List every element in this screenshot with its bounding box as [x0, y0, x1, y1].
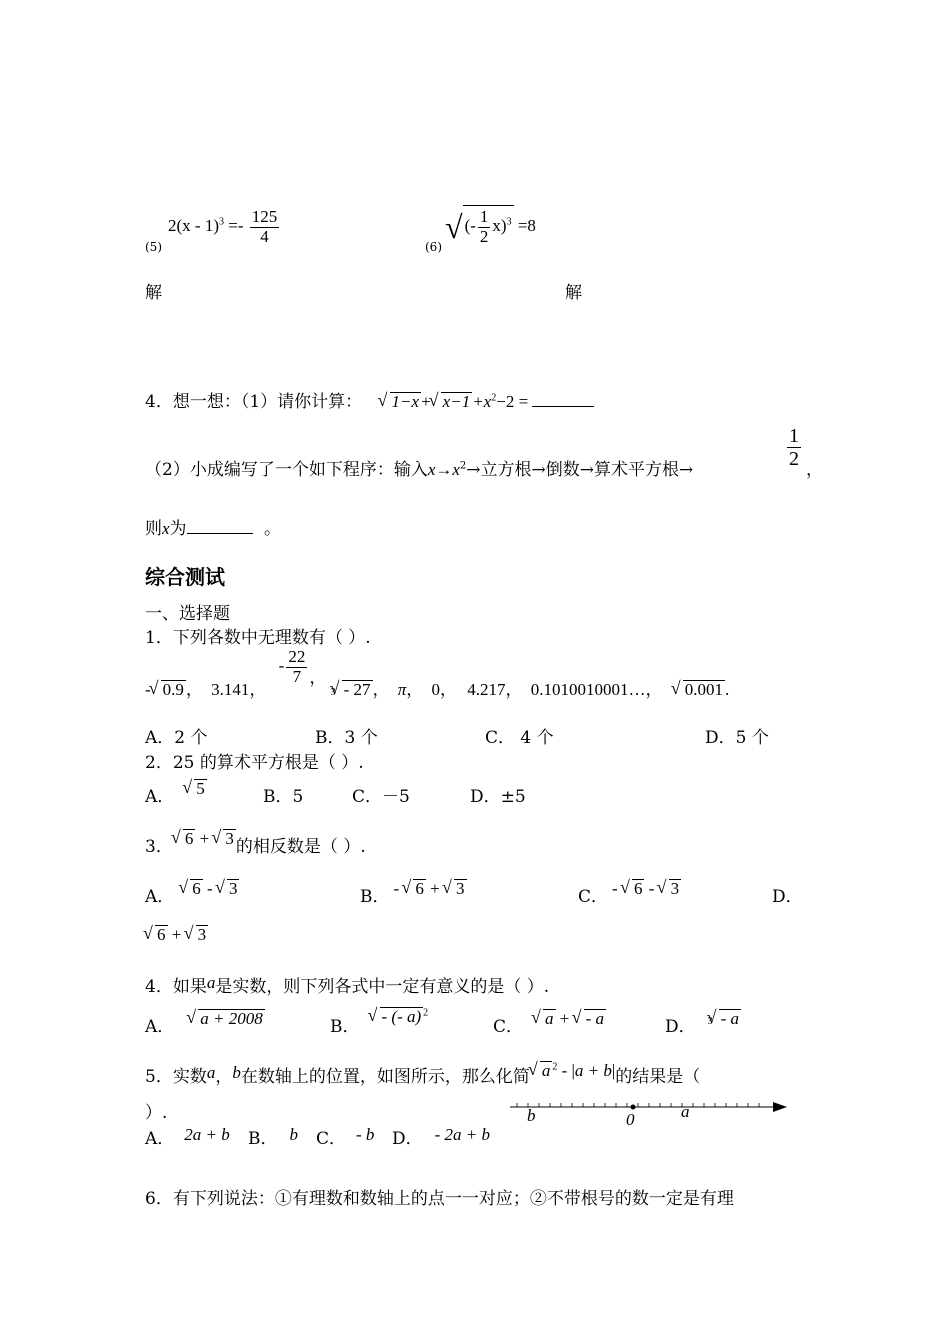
q4b-opt-d-label: D． — [665, 1017, 696, 1037]
eq6-post: x) — [492, 216, 507, 236]
q1-n2: 3.141， — [211, 680, 267, 700]
q4b-opt-b[interactable]: B．√ - (- a) $^2$ — [330, 1012, 428, 1037]
q4b-stem-tail: 是实数，则下列各式中一定有意义的是（ ）. — [215, 977, 550, 997]
q5-line2: ）. — [145, 1103, 168, 1123]
q3-stem: 3．√ 6 + √ 3 的相反数是（ ）. — [145, 832, 366, 857]
q4-line3-mid: 为 — [169, 519, 187, 539]
q3-opt-d-expr: √ 6 + √ 3 — [145, 925, 208, 945]
q4b-opt-a[interactable] — [145, 1009, 265, 1037]
number-line-arrow-icon — [773, 1102, 787, 1112]
q1-opt-a[interactable]: A．2 个 — [145, 728, 208, 748]
q4-line2-text: （2）小成编写了一个如下程序：输入 — [145, 460, 428, 480]
q4-rad-a: 1−x — [391, 392, 420, 411]
q3-stem-tail: 的相反数是（ ）. — [235, 837, 366, 857]
q5-opt-a-label: A． — [145, 1129, 175, 1149]
q4b-opt-c-label: C． — [493, 1017, 524, 1037]
eq6-rhs: =8 — [517, 216, 536, 236]
q4-line2-flow: →立方根→倒数→算术平方根→ — [466, 460, 694, 480]
q4-result-fraction — [785, 425, 803, 470]
number-line-ticks — [517, 1103, 759, 1107]
q4b-opt-b-label: B． — [330, 1017, 360, 1037]
q4-result-num: 1 — [789, 425, 799, 447]
q4-line1 — [145, 387, 594, 412]
q2-opt-a[interactable] — [145, 779, 207, 807]
eq5-lhs: 2(x - 1) — [168, 216, 219, 236]
q1-n3-den: 7 — [292, 666, 302, 686]
eq6-exp: 3 — [506, 216, 512, 228]
q4-tail: +x — [472, 392, 492, 411]
q1-n1-rad: 0.9 — [162, 680, 184, 700]
q1-n5: π — [397, 680, 407, 700]
q4-line3-end: 。 — [263, 519, 281, 539]
eq5-label: (5) — [145, 240, 162, 254]
q5-opt-c[interactable] — [316, 1124, 374, 1149]
jie-right: 解 — [565, 283, 582, 303]
q5-opt-c-label: C． — [316, 1129, 347, 1149]
q5-stem-mid: 在数轴上的位置，如图所示，那么化简 — [240, 1067, 530, 1087]
q3-opt-a[interactable]: A．√ 6 - √ 3 — [145, 882, 239, 907]
q4-line2-x: x — [427, 460, 436, 479]
q1-opt-c[interactable]: C． 4 个 — [485, 728, 554, 748]
q4b-opt-a-rad: a + 2008 — [200, 1009, 263, 1028]
q6-stem: 6．有下列说法：①有理数和数轴上的点一一对应；②不带根号的数一定是有理 — [145, 1189, 734, 1209]
q4-line3-blank[interactable] — [187, 516, 253, 534]
q1-opt-d[interactable]: D．5 个 — [705, 728, 769, 748]
eq5-exp: 3 — [218, 216, 224, 228]
eq5-num: 125 — [251, 207, 278, 226]
q5-stem-pre: 5．实数 — [145, 1067, 207, 1087]
q4-sqrt-b — [431, 392, 473, 412]
jie-left: 解 — [145, 283, 162, 303]
eq6-num: 1 — [479, 207, 489, 226]
q1-n3-num: 22 — [288, 647, 306, 666]
q1-opt-b[interactable]: B．3 个 — [315, 728, 378, 748]
q5-opt-b-expr: b — [289, 1125, 298, 1144]
q5-opt-b[interactable] — [248, 1124, 298, 1149]
q5-stem: 5．实数a，b在数轴上的位置，如图所示，那么化简√ a $^2$ - |a + b|的结果是（ — [145, 1062, 700, 1087]
q5-opt-d-label: D． — [392, 1129, 423, 1149]
q4b-opt-b-rad: - (- a) — [381, 1007, 422, 1026]
q4-answer-blank[interactable] — [532, 389, 594, 407]
eq5-expression — [168, 208, 281, 246]
q4-result-den: 2 — [789, 448, 799, 470]
eq6-pre: (- — [464, 216, 476, 236]
eq6-radicand — [463, 205, 514, 248]
q4-line2-end: ， — [806, 460, 823, 480]
q4b-opt-d[interactable]: D． $^3$√ - a — [665, 1012, 741, 1037]
number-line-origin-dot — [631, 1105, 636, 1110]
eq5-den: 4 — [260, 226, 269, 246]
q1-n7: 4.217 — [467, 680, 506, 700]
number-line-label-a: a — [681, 1102, 690, 1121]
q4b-stem-pre: 4．如果 — [145, 977, 207, 997]
q4b-opt-d-rad: - a — [720, 1009, 740, 1028]
q1-numbers: -√ 0.9 ， 3.141， - $\frac{22}{7}$ ， $_3$√ - 27 ， π， 0， 4.217， 0.1010010001…， √ 0.001 . — [145, 648, 729, 686]
q3-opt-d[interactable]: D． — [772, 887, 803, 907]
q2-opt-a-rad: 5 — [196, 779, 205, 798]
q1-n9-rad: 0.001 — [684, 680, 724, 700]
q1-n8: 0.1010010001… — [530, 680, 646, 700]
q1-stem: 1．下列各数中无理数有（ ）. — [145, 628, 371, 648]
eq6-sqrt-sign: √ — [445, 209, 463, 246]
q3-opt-b[interactable]: B． - √ 6 + √ 3 — [360, 882, 467, 907]
q2-opt-c[interactable]: C．－5 — [352, 787, 410, 807]
eq6-label: (6) — [425, 240, 442, 254]
q1-n4 — [332, 680, 373, 700]
q4b-stem-a: a — [206, 973, 216, 992]
q2-opt-b[interactable]: B．5 — [263, 787, 304, 807]
q2-opt-a-label: A． — [145, 787, 175, 807]
q4b-opt-c[interactable]: C．√ a + √ - a — [493, 1012, 606, 1037]
q4-line3-x: x — [162, 519, 170, 538]
q2-opt-d[interactable]: D．±5 — [470, 787, 526, 807]
q5-opt-c-expr: - b — [356, 1125, 375, 1144]
q4b-opt-a-label: A． — [145, 1017, 175, 1037]
q5-opt-b-label: B． — [248, 1129, 278, 1149]
q1-n6: 0 — [431, 680, 441, 700]
q5-opt-d[interactable] — [392, 1124, 490, 1149]
number-line-label-b: b — [527, 1106, 536, 1125]
number-line-figure — [505, 1095, 790, 1135]
q5-opt-a[interactable] — [145, 1124, 230, 1149]
q5-opt-a-expr: 2a + b — [184, 1125, 230, 1144]
eq6-den: 2 — [479, 226, 489, 246]
section-subtitle: 一、选择题 — [145, 604, 230, 624]
number-line-label-0: 0 — [626, 1110, 635, 1129]
eq5-equals: =- — [228, 216, 244, 236]
q4-sqrt-a — [380, 392, 422, 412]
q1-n3 — [286, 648, 307, 686]
q3-opt-c-label: C． — [578, 887, 609, 907]
q4-line3-pre: 则 — [145, 519, 162, 539]
q3-opt-b-label: B． — [360, 887, 390, 907]
q1-n1 — [151, 680, 186, 700]
q4-expression: √ 1−x +√ $x-1 +x^2-2$ = — [380, 392, 533, 411]
eq5-fraction — [250, 208, 280, 246]
eq6-expression — [445, 205, 536, 248]
q4-tail2: −2 = — [496, 392, 529, 411]
q4-plus: + — [421, 392, 431, 411]
q4-line3 — [145, 514, 281, 539]
q3-opt-c[interactable]: C． - √ 6 - √ 3 — [578, 882, 681, 907]
q4-line1-text: 4．想一想：（1）请你计算： — [145, 392, 363, 412]
q2-opt-a-sqrt — [184, 779, 207, 799]
eq6-fraction — [478, 208, 491, 246]
q1-n9 — [673, 680, 725, 700]
q4b-stem — [145, 972, 549, 997]
q5-stem-tail: 的结果是（ — [615, 1067, 701, 1087]
q2-stem: 2．25 的算术平方根是（ ）. — [145, 753, 364, 773]
q5-opt-d-expr: - 2a + b — [434, 1125, 491, 1144]
q3-opt-a-label: A． — [145, 887, 175, 907]
q4-rad-b: x−1 — [442, 392, 471, 411]
q4-line2: （2）小成编写了一个如下程序：输入$x\to x^2\to$立方根→倒数→算术平方根→ — [145, 460, 694, 480]
q1-n4-rad: - 27 — [343, 680, 371, 700]
section-title: 综合测试 — [145, 565, 225, 589]
